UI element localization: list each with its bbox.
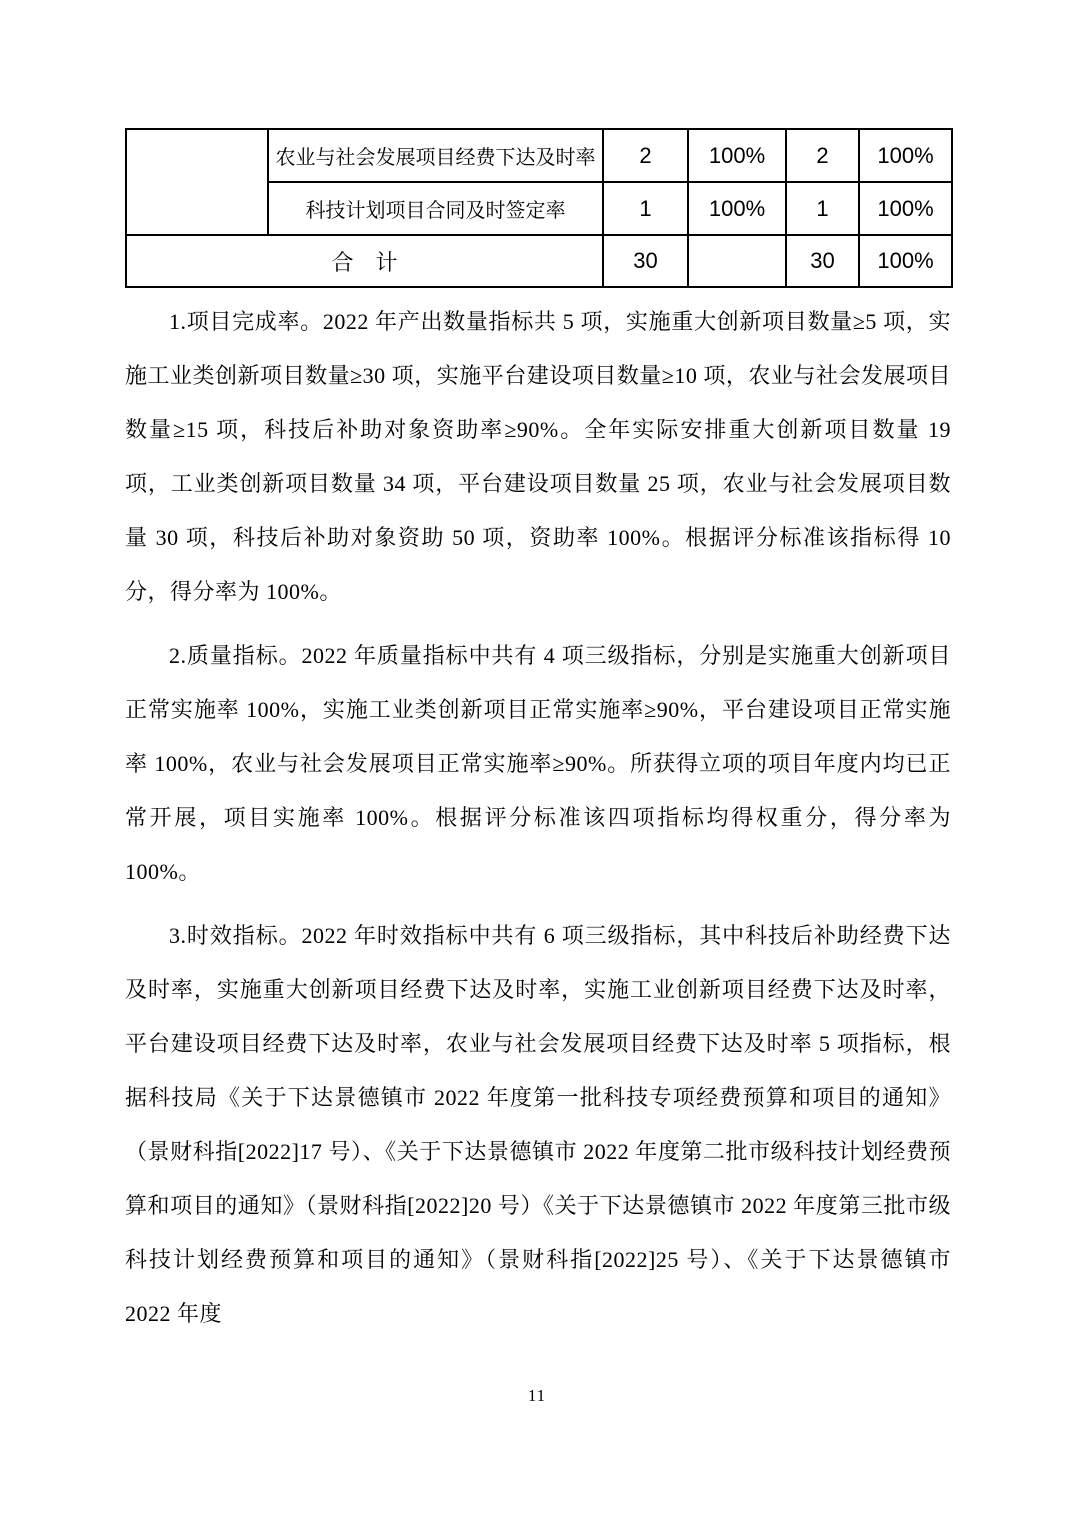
value-cell: 100% <box>859 129 952 182</box>
indicator-cell: 科技计划项目合同及时签定率 <box>268 182 603 235</box>
paragraph-project-completion-rate: 1.项目完成率。2022 年产出数量指标共 5 项，实施重大创新项目数量≥5 项，实施工业类创新项目数量≥30 项，实施平台建设项目数量≥10 项，农业与社会发展项目数量≥15 项，科技后补助对象资助率≥90%。全年实际安排重大创新项目数量 19 项，工业类创新项目数量 34 项，平台建设项目数量 25 项，农业与社会发展项目数量 30 项，科技后补助对象资助 50 项，资助率 100%。根据评分标准该指标得 10 分，得分率为 100%。 <box>125 309 951 604</box>
total-value-cell: 100% <box>859 235 952 287</box>
table-row <box>126 129 952 182</box>
total-value-cell: 30 <box>603 235 688 287</box>
value-cell: 100% <box>859 182 952 235</box>
value-cell: 100% <box>688 129 786 182</box>
paragraph-quality-indicators: 2.质量指标。2022 年质量指标中共有 4 项三级指标，分别是实施重大创新项目正常实施率 100%，实施工业类创新项目正常实施率≥90%，平台建设项目正常实施率 100%，农业与社会发展项目正常实施率≥90%。所获得立项的项目年度内均已正常开展，项目实施率 100%。根据评分标准该四项指标均得权重分，得分率为 100%。 <box>125 643 951 884</box>
table-total-row <box>126 235 952 287</box>
total-value-cell <box>688 235 786 287</box>
body-text <box>125 295 951 1341</box>
value-cell: 2 <box>786 129 859 182</box>
paragraph-timeliness-indicators: 3.时效指标。2022 年时效指标中共有 6 项三级指标，其中科技后补助经费下达及时率，实施重大创新项目经费下达及时率，实施工业创新项目经费下达及时率，平台建设项目经费下达及时率，农业与社会发展项目经费下达及时率 5 项指标，根据科技局《关于下达景德镇市 2022 年度第一批科技专项经费预算和项目的通知》（景财科指[2022]17 号）、《关于下达景德镇市 2022 年度第二批市级科技计划经费预算和项目的通知》（景财科指[2022]20 号）《关于下达景德镇市 2022 年度第三批市级科技计划经费预算和项目的通知》（景财科指[2022]25 号）、《关于下达景德镇市 2022 年度 <box>125 923 951 1326</box>
value-cell: 100% <box>688 182 786 235</box>
total-label-cell: 合 计 <box>126 235 603 287</box>
indicator-cell: 农业与社会发展项目经费下达及时率 <box>268 129 603 182</box>
value-cell: 1 <box>603 182 688 235</box>
page-content <box>125 128 951 1341</box>
category-cell-blank <box>126 129 268 235</box>
value-cell: 2 <box>603 129 688 182</box>
total-value-cell: 30 <box>786 235 859 287</box>
value-cell: 1 <box>786 182 859 235</box>
indicator-table <box>125 128 953 288</box>
page-number: 11 <box>527 1386 547 1405</box>
